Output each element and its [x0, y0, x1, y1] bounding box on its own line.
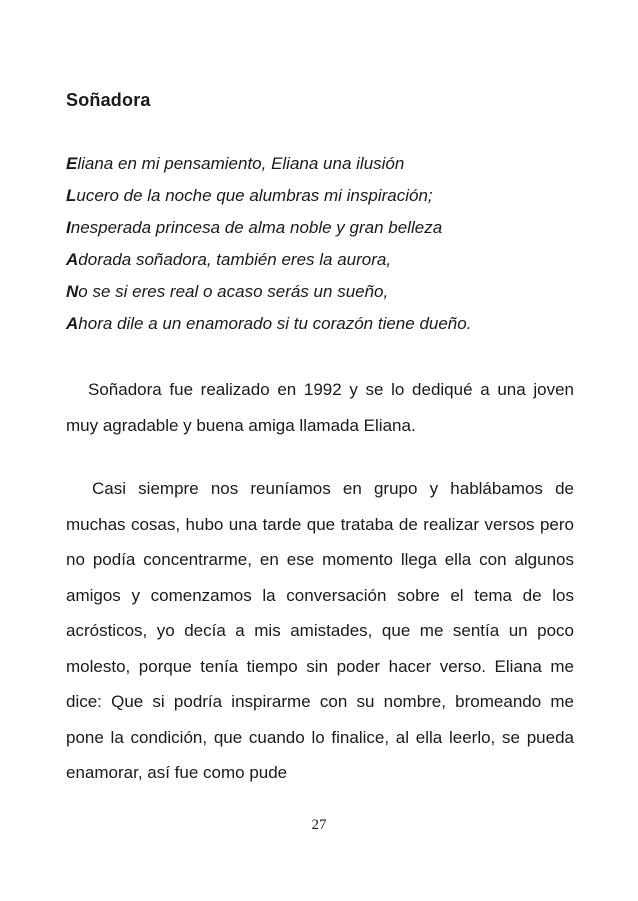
body-paragraph: Soñadora fue realizado en 1992 y se lo dediqué a una joven muy agradable y buena amiga llamada Eliana.: [66, 380, 574, 435]
poem-line-text: hora dile a un enamorado si tu corazón tiene dueño.: [78, 314, 472, 333]
poem-line: [66, 155, 586, 187]
poem-line: [66, 219, 586, 251]
poem-line: [66, 187, 586, 219]
poem-line-text: o se si eres real o acaso serás un sueño,: [78, 282, 389, 301]
poem-line-text: liana en mi pensamiento, Eliana una ilusión: [77, 154, 405, 173]
poem-line: [66, 251, 586, 283]
acrostic-initial: I: [66, 218, 71, 237]
poem-line: [66, 315, 586, 347]
poem-line-text: nesperada princesa de alma noble y gran belleza: [70, 218, 443, 237]
acrostic-initial: A: [66, 314, 79, 333]
acrostic-initial: L: [66, 186, 77, 205]
poem-line-text: dorada soñadora, también eres la aurora,: [78, 250, 392, 269]
acrostic-initial: E: [66, 154, 78, 173]
poem-line-text: ucero de la noche que alumbras mi inspiración;: [76, 186, 433, 205]
acrostic-initial: N: [66, 282, 79, 301]
body-paragraph: Casi siempre nos reuníamos en grupo y hablábamos de muchas cosas, hubo una tarde que trataba de realizar versos pero no podía concentrarme, en ese momento llega ella con algunos amigos y comenzamos la conversación sobre el tema de los acrósticos, yo decía a mis amistades, que me sentía un poco molesto, porque tenía tiempo sin poder hacer verso. Eliana me dice: Que si podría inspirarme con su nombre, bromeando me pone la condición, que cuando lo finalice, al ella leerlo, se pueda enamorar, así fue como pude: [66, 479, 574, 782]
acrostic-initial: A: [66, 250, 79, 269]
page-number: 27: [311, 817, 327, 833]
acrostic-poem: [66, 155, 586, 347]
poem-line: [66, 283, 586, 315]
poem-title: Soñadora: [66, 90, 151, 110]
